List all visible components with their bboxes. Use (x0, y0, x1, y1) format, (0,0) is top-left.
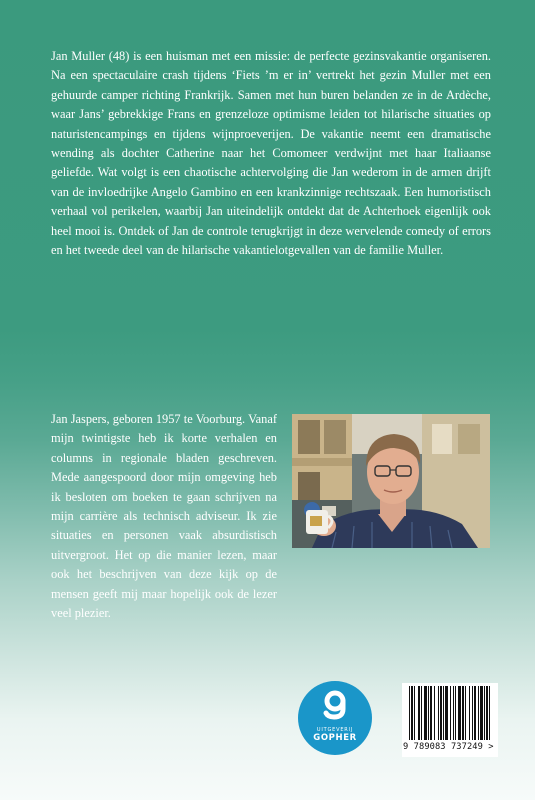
barcode-bar (458, 686, 461, 740)
author-photo (292, 414, 490, 548)
book-blurb: Jan Muller (48) is een huisman met een missie: de perfecte gezinsvakantie organiseren. Na een spectaculaire crash tijdens ‘Fiets ’m er in’ vertrekt het gezin Muller met een gehuurde camper richting Frankrijk. Samen met hun buren belanden ze in de Ardèche, waar Jans’ gebrekkige Frans en grenzeloze optimisme leiden tot hilarische situaties op naturistencampings en tijdens wijnproeverijen. De vakantie neemt een dramatische wending als dochter Catherine naar het Comomeer verdwijnt met haar Italiaanse geliefde. Wat volgt is een chaotische achtervolging die Jan wederom in de armen drijft van de invloedrijke Angelo Gambino en een krankzinnige rechtszaak. Een humoristisch verhaal vol perikelen, waarbij Jan uiteindelijk ontdekt dat de Achterhoek eigenlijk ook heel mooi is. Ontdek of Jan de controle terugkrijgt in deze wervelende comedy of errors en het tweede deel van de hilarische vakantielotgevallen van de familie Muller. (51, 49, 491, 258)
barcode-bar (462, 686, 464, 740)
barcode-bar (484, 686, 485, 740)
barcode-bar (421, 686, 422, 740)
barcode-bar (474, 686, 476, 740)
barcode-bar (428, 686, 429, 740)
barcode-bar (478, 686, 479, 740)
isbn-number: 9 789083 737249 > (403, 742, 494, 752)
barcode-bar (418, 686, 420, 740)
barcode-bar (443, 686, 444, 740)
isbn-barcode (402, 683, 498, 757)
publisher-label: UITGEVERIJ (316, 727, 354, 733)
barcode-bar (430, 686, 432, 740)
barcode-bar (489, 686, 490, 740)
barcode-bar (450, 686, 451, 740)
barcode-bar (469, 686, 470, 740)
publisher-name: GOPHER (313, 733, 357, 743)
barcode-bar (486, 686, 488, 740)
author-photo-illustration (292, 414, 490, 548)
barcode-bar (453, 686, 454, 740)
author-bio: Jan Jaspers, geboren 1957 te Voorburg. Vanaf mijn twintigste heb ik korte verhalen en columns in regionale bladen geschreven. Mede aangespoord door mijn omgeving heb ik besloten om boeken te gaan schrijven na mijn carrière als technisch adviseur. Ik zie situaties en personen vaak absurdistisch uitvergroot. Het op die manier lezen, maar ook het beschrijven van deze kijk op de mensen geeft mij maar hopelijk ook de lezer veel plezier. (51, 412, 277, 621)
barcode-bar (472, 686, 473, 740)
barcode-bar (440, 686, 442, 740)
barcode-bar (411, 686, 413, 740)
publisher-logo (298, 681, 372, 755)
g-logo-icon (320, 690, 350, 725)
barcode-bar (455, 686, 456, 740)
barcode-bar (445, 686, 448, 740)
barcode-bar (409, 686, 410, 740)
barcode-bar (465, 686, 466, 740)
barcode-bar (414, 686, 415, 740)
barcode-bars (409, 686, 491, 742)
barcode-bar (424, 686, 427, 740)
barcode-bar (438, 686, 439, 740)
barcode-bar (434, 686, 435, 740)
barcode-bar (480, 686, 483, 740)
